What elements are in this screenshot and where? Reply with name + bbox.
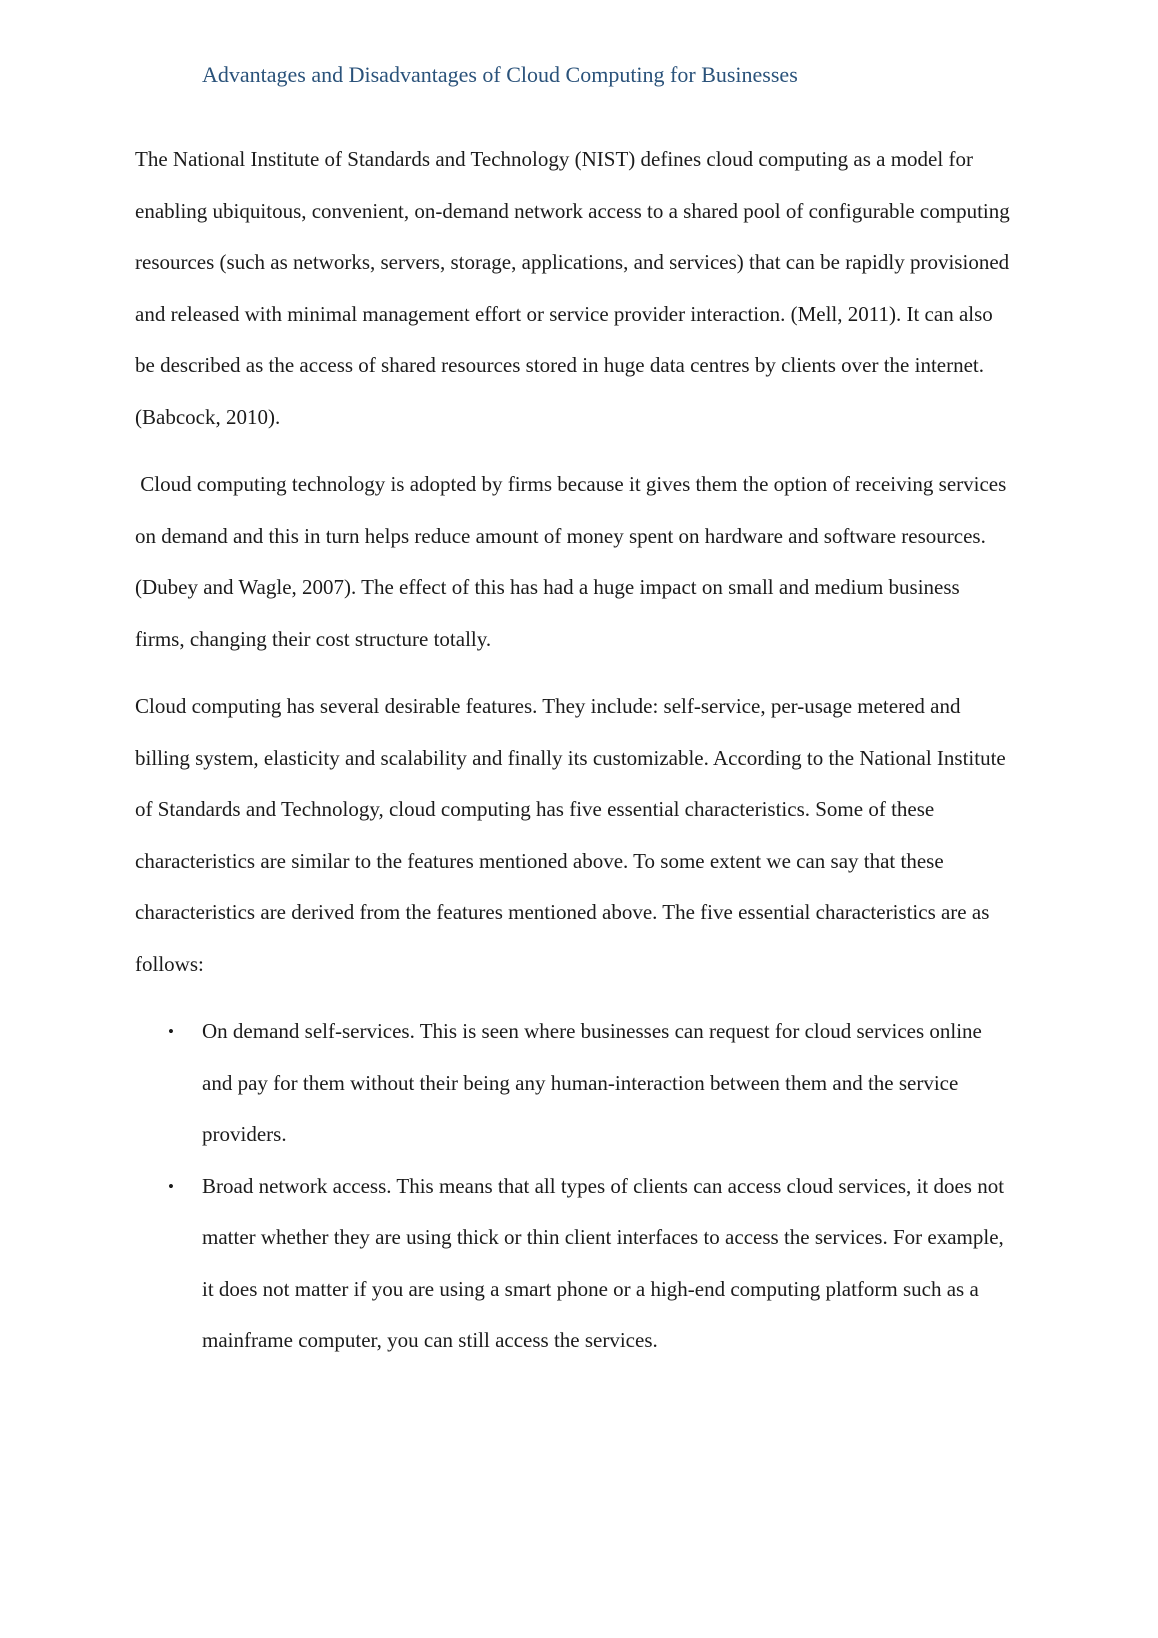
paragraph-nist-definition: The National Institute of Standards and Technology (NIST) defines cloud computing as a model for enabling ubiquitous, convenient, on-demand network access to a shared pool of configurable computing resources (such as networks, servers, storage, applications, and services) that can be rapidly provisioned and released with minimal management effort or service provider interaction. (Mell, 2011). It can also be described as the access of shared resources stored in huge data centres by clients over the internet. (Babcock, 2010).	[135, 147, 1016, 429]
list-item-on-demand-self-services	[168, 1006, 1013, 1161]
list-item-text: On demand self-services. This is seen where businesses can request for cloud services online and pay for them without their being any human-interaction between them and the service providers.	[202, 1019, 982, 1146]
paragraph-desirable-features: Cloud computing has several desirable features. They include: self-service, per-usage metered and billing system, elasticity and scalability and finally its customizable. According to the National Institute of Standards and Technology, cloud computing has five essential characteristics. Some of these characteristics are similar to the features mentioned above. To some extent we can say that these characteristics are derived from the features mentioned above. The five essential characteristics are as follows:	[135, 694, 1011, 976]
bullet-icon: •	[168, 1022, 174, 1041]
page-title: Advantages and Disadvantages of Cloud Computing for Businesses	[202, 62, 798, 87]
list-item-broad-network-access	[168, 1161, 1013, 1367]
bullet-icon: •	[168, 1176, 174, 1196]
characteristics-bullet-list	[135, 1006, 1013, 1367]
list-item-text: Broad network access. This means that all types of clients can access cloud services, it does not matter whether they are using thick or thin client interfaces to access the services. For example, it does not matter if you are using a smart phone or a high-end computing platform such as a mainframe computer, you can still access the services.	[202, 1173, 1005, 1352]
paragraph-adoption-reasons: Cloud computing technology is adopted by firms because it gives them the option of receiving services on demand and this in turn helps reduce amount of money spent on hardware and software resources. (Dubey and Wagle, 2007). The effect of this has had a huge impact on small and medium business firms, changing their cost structure totally.	[135, 472, 1012, 651]
document-body	[135, 134, 1016, 1367]
